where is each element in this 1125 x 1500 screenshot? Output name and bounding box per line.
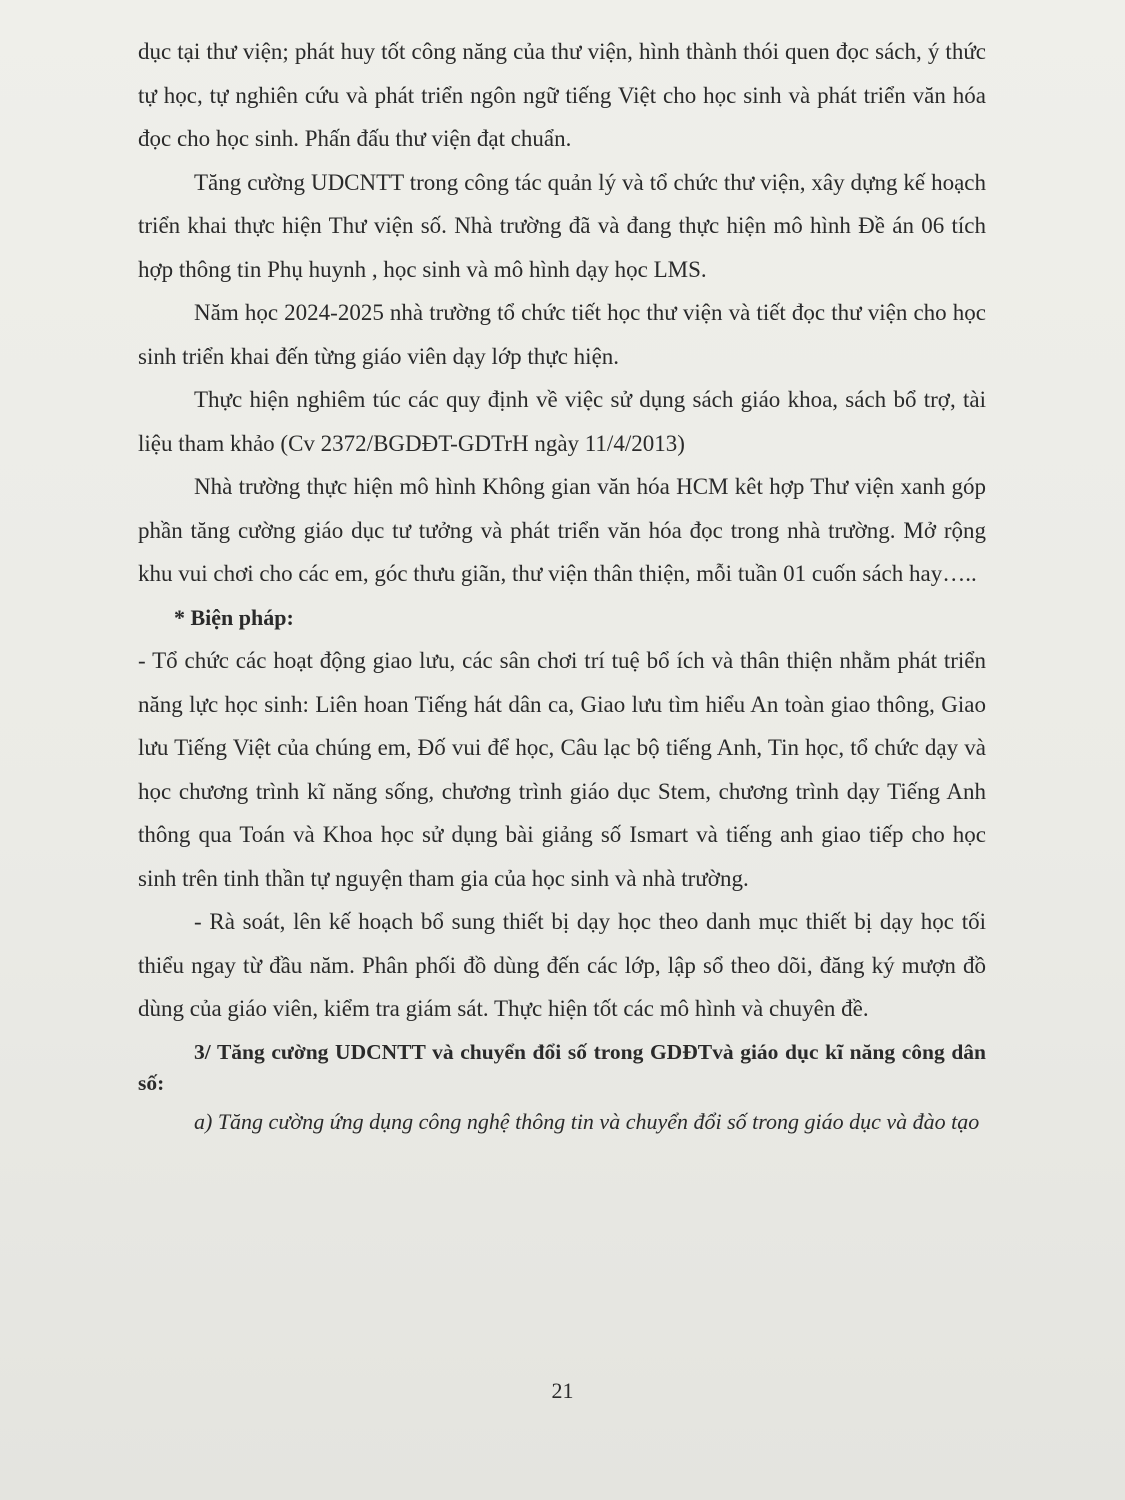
page-content [138, 30, 986, 1140]
measures-heading: * Biện pháp: [174, 604, 294, 630]
paragraph-library-culture: dục tại thư viện; phát huy tốt công năng của thư viện, hình thành thói quen đọc sách, ý thức tự học, tự nghiên cứu và phát triển ngôn ngữ tiếng Việt cho học sinh và phát triển văn hóa đọc cho học sinh. Phấn đấu thư viện đạt chuẩn. [138, 39, 986, 151]
subsection-title: a) Tăng cường ứng dụng công nghệ thông tin và chuyển đổi số trong giáo dục và đào tạo [194, 1108, 980, 1134]
measure-item-activities: - Tổ chức các hoạt động giao lưu, các sân chơi trí tuệ bổ ích và thân thiện nhằm phát triển năng lực học sinh: Liên hoan Tiếng hát dân ca, Giao lưu tìm hiểu An toàn giao thông, Giao lưu Tiếng Việt của chúng em, Đố vui để học, Câu lạc bộ tiếng Anh, Tin học, tổ chức dạy và học chương trình kĩ năng sống, chương trình giáo dục Stem, chương trình dạy Tiếng Anh thông qua Toán và Khoa học sử dụng bài giảng số Ismart và tiếng anh giao tiếp cho học sinh trên tinh thần tự nguyện tham gia của học sinh và nhà trường. [138, 648, 986, 891]
measure-item-equipment: - Rà soát, lên kế hoạch bổ sung thiết bị dạy học theo danh mục thiết bị dạy học tối thiểu ngay từ đầu năm. Phân phối đồ dùng đến các lớp, lập sổ theo dõi, đăng ký mượn đồ dùng của giáo viên, kiểm tra giám sát. Thực hiện tốt các mô hình và chuyên đề. [138, 909, 986, 1021]
section-title: 3/ Tăng cường UDCNTT và chuyển đổi số trong GDĐTvà giáo dục kĩ năng công dân số: [138, 1039, 986, 1095]
paragraph-school-year: Năm học 2024-2025 nhà trường tổ chức tiết học thư viện và tiết đọc thư viện cho học sinh triển khai đến từng giáo viên dạy lớp thực hiện. [138, 300, 986, 369]
page-number: 21 [551, 1378, 574, 1403]
paragraph-green-library: Nhà trường thực hiện mô hình Không gian văn hóa HCM kêt hợp Thư viện xanh góp phần tăng cường giáo dục tư tưởng và phát triển văn hóa đọc trong nhà trường. Mở rộng khu vui chơi cho các em, góc thưu giãn, thư viện thân thiện, mỗi tuần 01 cuốn sách hay….. [138, 474, 986, 586]
paragraph-textbooks: Thực hiện nghiêm túc các quy định về việc sử dụng sách giáo khoa, sách bổ trợ, tài liệu tham khảo (Cv 2372/BGDĐT-GDTrH ngày 11/4/2013) [138, 387, 986, 456]
paragraph-it-library: Tăng cường UDCNTT trong công tác quản lý và tổ chức thư viện, xây dựng kế hoạch triển khai thực hiện Thư viện số. Nhà trường đã và đang thực hiện mô hình Đề án 06 tích hợp thông tin Phụ huynh , học sinh và mô hình dạy học LMS. [138, 169, 986, 282]
